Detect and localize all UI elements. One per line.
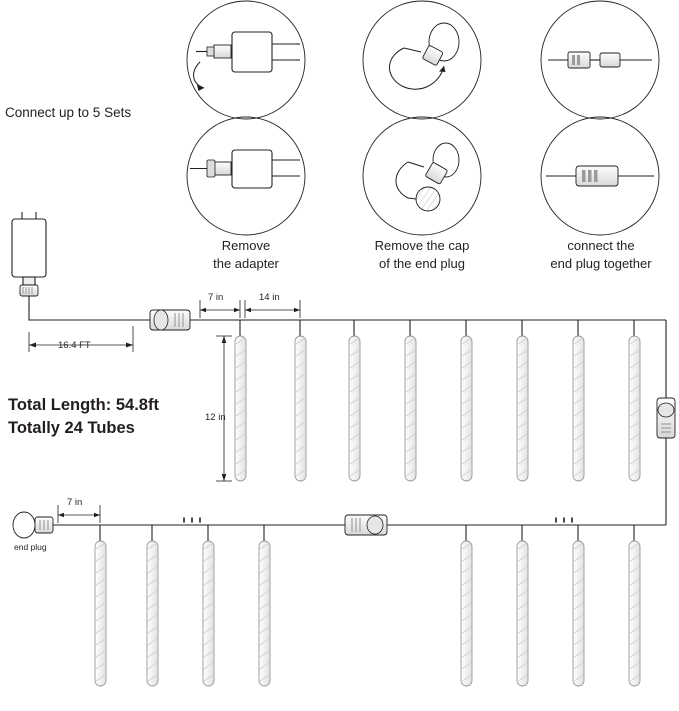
top-tube-row: [235, 320, 640, 481]
step-icon-end-plug-cap: [389, 23, 459, 89]
bottom-inline-connector: [345, 515, 387, 535]
top-bus: [190, 320, 666, 525]
connect-sets-label: Connect up to 5 Sets: [5, 105, 132, 120]
end-plug-label: end plug: [14, 542, 47, 552]
step-caption-remove-end-plug-cap: [352, 237, 492, 272]
step-icon-cap-removed: [396, 143, 459, 211]
step-caption-line1: Remove the cap: [374, 238, 470, 253]
power-adapter: [12, 212, 46, 296]
dimension-tube-length: 12 in: [205, 412, 226, 423]
step-icon-remove-adapter-2: [190, 150, 300, 188]
dimension-bottom-spacing: 7 in: [67, 497, 83, 508]
step-caption-line1: connect the: [567, 238, 635, 253]
step-caption-line2: the adapter: [213, 255, 279, 271]
step-icon-remove-adapter-1: [194, 32, 300, 91]
bottom-tube-row: [95, 525, 640, 686]
right-inline-connector: [657, 398, 675, 438]
step-icon-plugs-joined: [546, 166, 654, 186]
step-caption-remove-adapter: [196, 237, 296, 272]
dimension-lead-wire: 16.4 FT: [58, 340, 91, 351]
step-caption-line1: Remove: [221, 238, 271, 253]
step-icon-plugs-apart: [548, 52, 652, 68]
total-length-line-2: Totally 24 Tubes: [8, 419, 135, 437]
step-caption-line2: of the end plug: [378, 255, 466, 271]
dimension-drop-spacing: 14 in: [259, 292, 280, 303]
lead-wire: [29, 296, 190, 330]
end-plug-connector: [13, 512, 53, 538]
total-length-line-1: Total Length: 54.8ft: [8, 396, 159, 414]
step-caption-line2: end plug together: [550, 255, 652, 271]
step-caption-connect-end-plug: [528, 237, 674, 272]
dimension-first-drop: 7 in: [208, 292, 224, 303]
